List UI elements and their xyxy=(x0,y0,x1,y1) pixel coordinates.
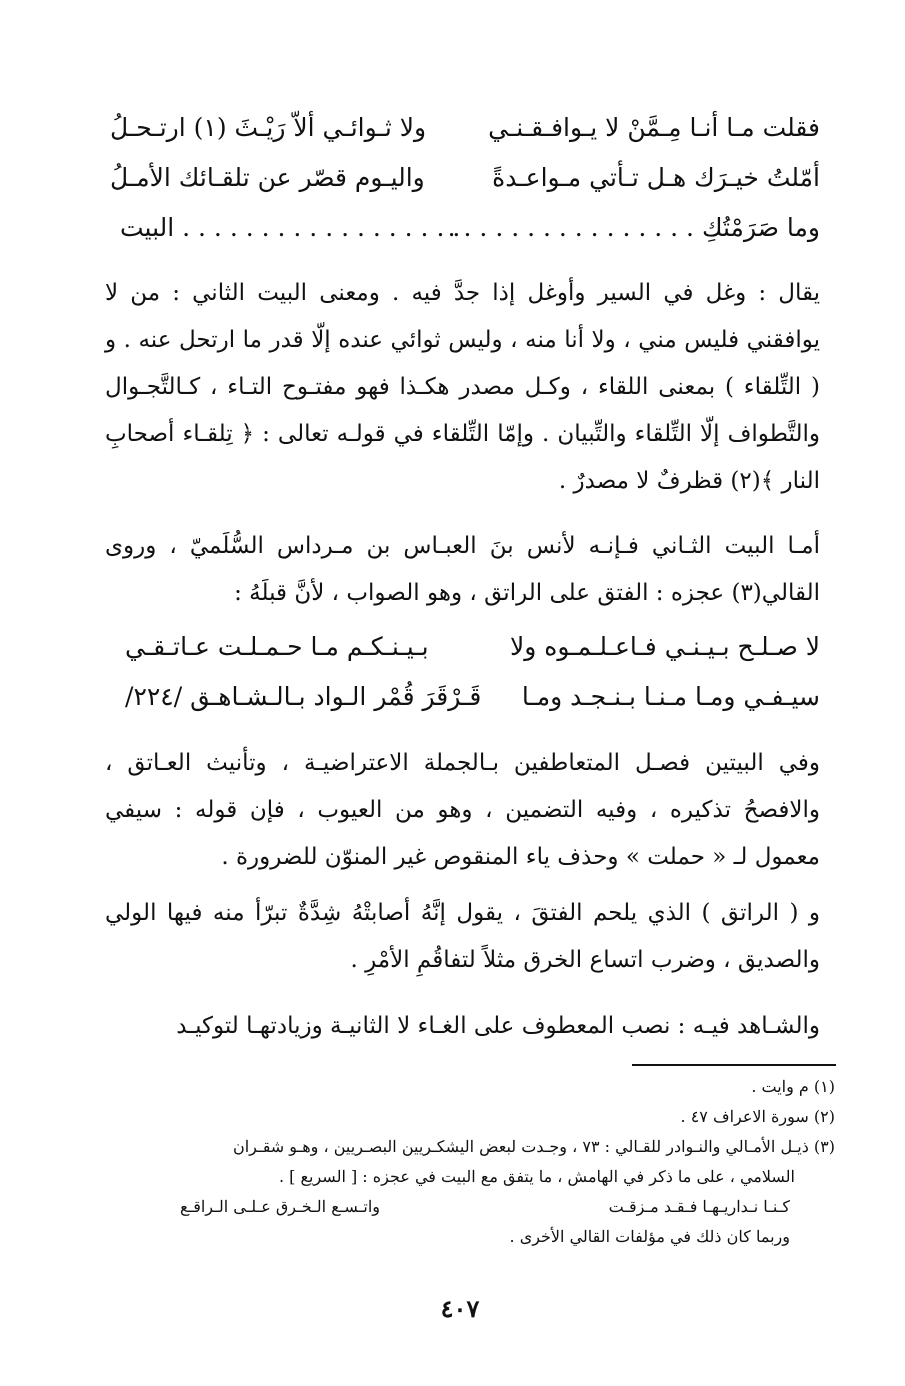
footnote-3-line-1: (٣) ذيـل الأمـالي والنـوادر للقـالي : ٧٣ ، وجـدت لبعض اليشكـريين البصـريين ، وهـو شقـران xyxy=(232,1137,835,1156)
poem1-hemistich-1a: فقلت مـا أنـا مِـمَّنْ لا يـوافـقـنـي xyxy=(488,113,820,142)
footnote-3-verse-right: كـنـا نـداريـهـا فـقـد مـزقـت xyxy=(608,1197,790,1216)
poem1-hemistich-1b: ولا ثـوائـي ألاّ رَيْـثَ (١) ارتـحـلُ xyxy=(110,113,427,142)
commentary-paragraph-4: و ( الراتق ) الذي يلحم الفتقَ ، يقول إنَّهُ أصابتْهُ شِدَّةٌ تبرّأ منه فيها الولي والصديق ، وضرب اتساع الخرق مثلاً لتفاقُمِ الأمْرِ . xyxy=(105,900,820,973)
poem2-hemistich-2b: قَـرْقَرَ قُمْر الـواد بـالـشـاهـق /٢٢٤/ xyxy=(125,682,482,711)
commentary-paragraph-3: وفي البيتين فصـل المتعاطفين بـالجملة الاعتراضيـة ، وتأنيث العـاتق ، والافصحُ تذكيره ، وفيه التضمين ، وهو من العيوب ، فإن قوله : سيفي معمول لـ « حملت » وحذف ياء المنقوص غير المنوّن للضرورة . xyxy=(105,750,820,870)
footnote-1: (١) م وايت . xyxy=(751,1077,835,1096)
poem1-hemistich-3a: وما صَرَمْتُكِ . . . . . . . . . . . . . . . . xyxy=(447,213,820,242)
footnote-3-verse-left: واتـسـع الـخـرق عـلـى الـراقـع xyxy=(180,1197,380,1216)
footnote-3-line-2: السلامي ، على ما ذكر في الهامش ، ما يتفق مع البيت في عجزه : [ السريع ] . xyxy=(279,1167,795,1186)
poem1-hemistich-2a: أمّلتُ خيـرَك هـل تـأتي مـواعـدةً xyxy=(492,163,820,192)
poem2-hemistich-1a: لا صـلـح بـيـنـي فـاعـلـمـوه ولا xyxy=(509,632,820,661)
page-number: ٤٠٧ xyxy=(440,1294,480,1323)
commentary-paragraph-2: أمـا البيت الثـاني فـإنـه لأنس بنَ العبـاس بن مـرداس السُّلَميّ ، وروى القالي(٣) عجزه : الفتق على الراتق ، وهو الصواب ، لأنَّ قبلَهُ : xyxy=(105,533,820,606)
poem1-hemistich-2b: واليـوم قصّر عن تلقـائك الأمـلُ xyxy=(110,163,425,192)
commentary-paragraph-1: يقال : وغل في السير وأوغل إذا جدَّ فيه . ومعنى البيت الثاني : من لا يوافقني فليس مني ، ولا أنا منه ، وليس ثوائي عنده إلّا قدر ما ارتحل عنه . و ( التِّلقاء ) بمعنى اللقاء ، وكـل مصدر هكـذا فهو مفتـوح التـاء ، كـالتَّجـوال والتَّطواف إلّا التِّلقاء والتِّبيان . وإمّا التِّلقاء في قولـه تعالى : ﴿ تِلقـاء أصحابِ النار ﴾(٢) قظرفٌ لا مصدرٌ . xyxy=(105,280,820,494)
poem2-hemistich-1b: بـيـنـكـم مـا حـمـلـت عـاتـقـي xyxy=(125,632,429,661)
poem2-hemistich-2a: سيـفـي ومـا مـنـا بـنـجـد ومـا xyxy=(521,682,820,711)
commentary-paragraph-5: والشـاهد فيـه : نصب المعطوف على الغـاء لا الثانيـة وزيادتهـا لتوكيـد xyxy=(176,1013,820,1039)
footnote-separator xyxy=(632,1064,836,1066)
poem1-hemistich-3b: . . . . . . . . . . . . . . . . . . البيت xyxy=(120,213,461,242)
footnote-2: (٢) سورة الاعراف ٤٧ . xyxy=(680,1107,835,1126)
footnote-3-line-4: وربما كان ذلك في مؤلفات القالي الأخرى . xyxy=(509,1227,790,1246)
